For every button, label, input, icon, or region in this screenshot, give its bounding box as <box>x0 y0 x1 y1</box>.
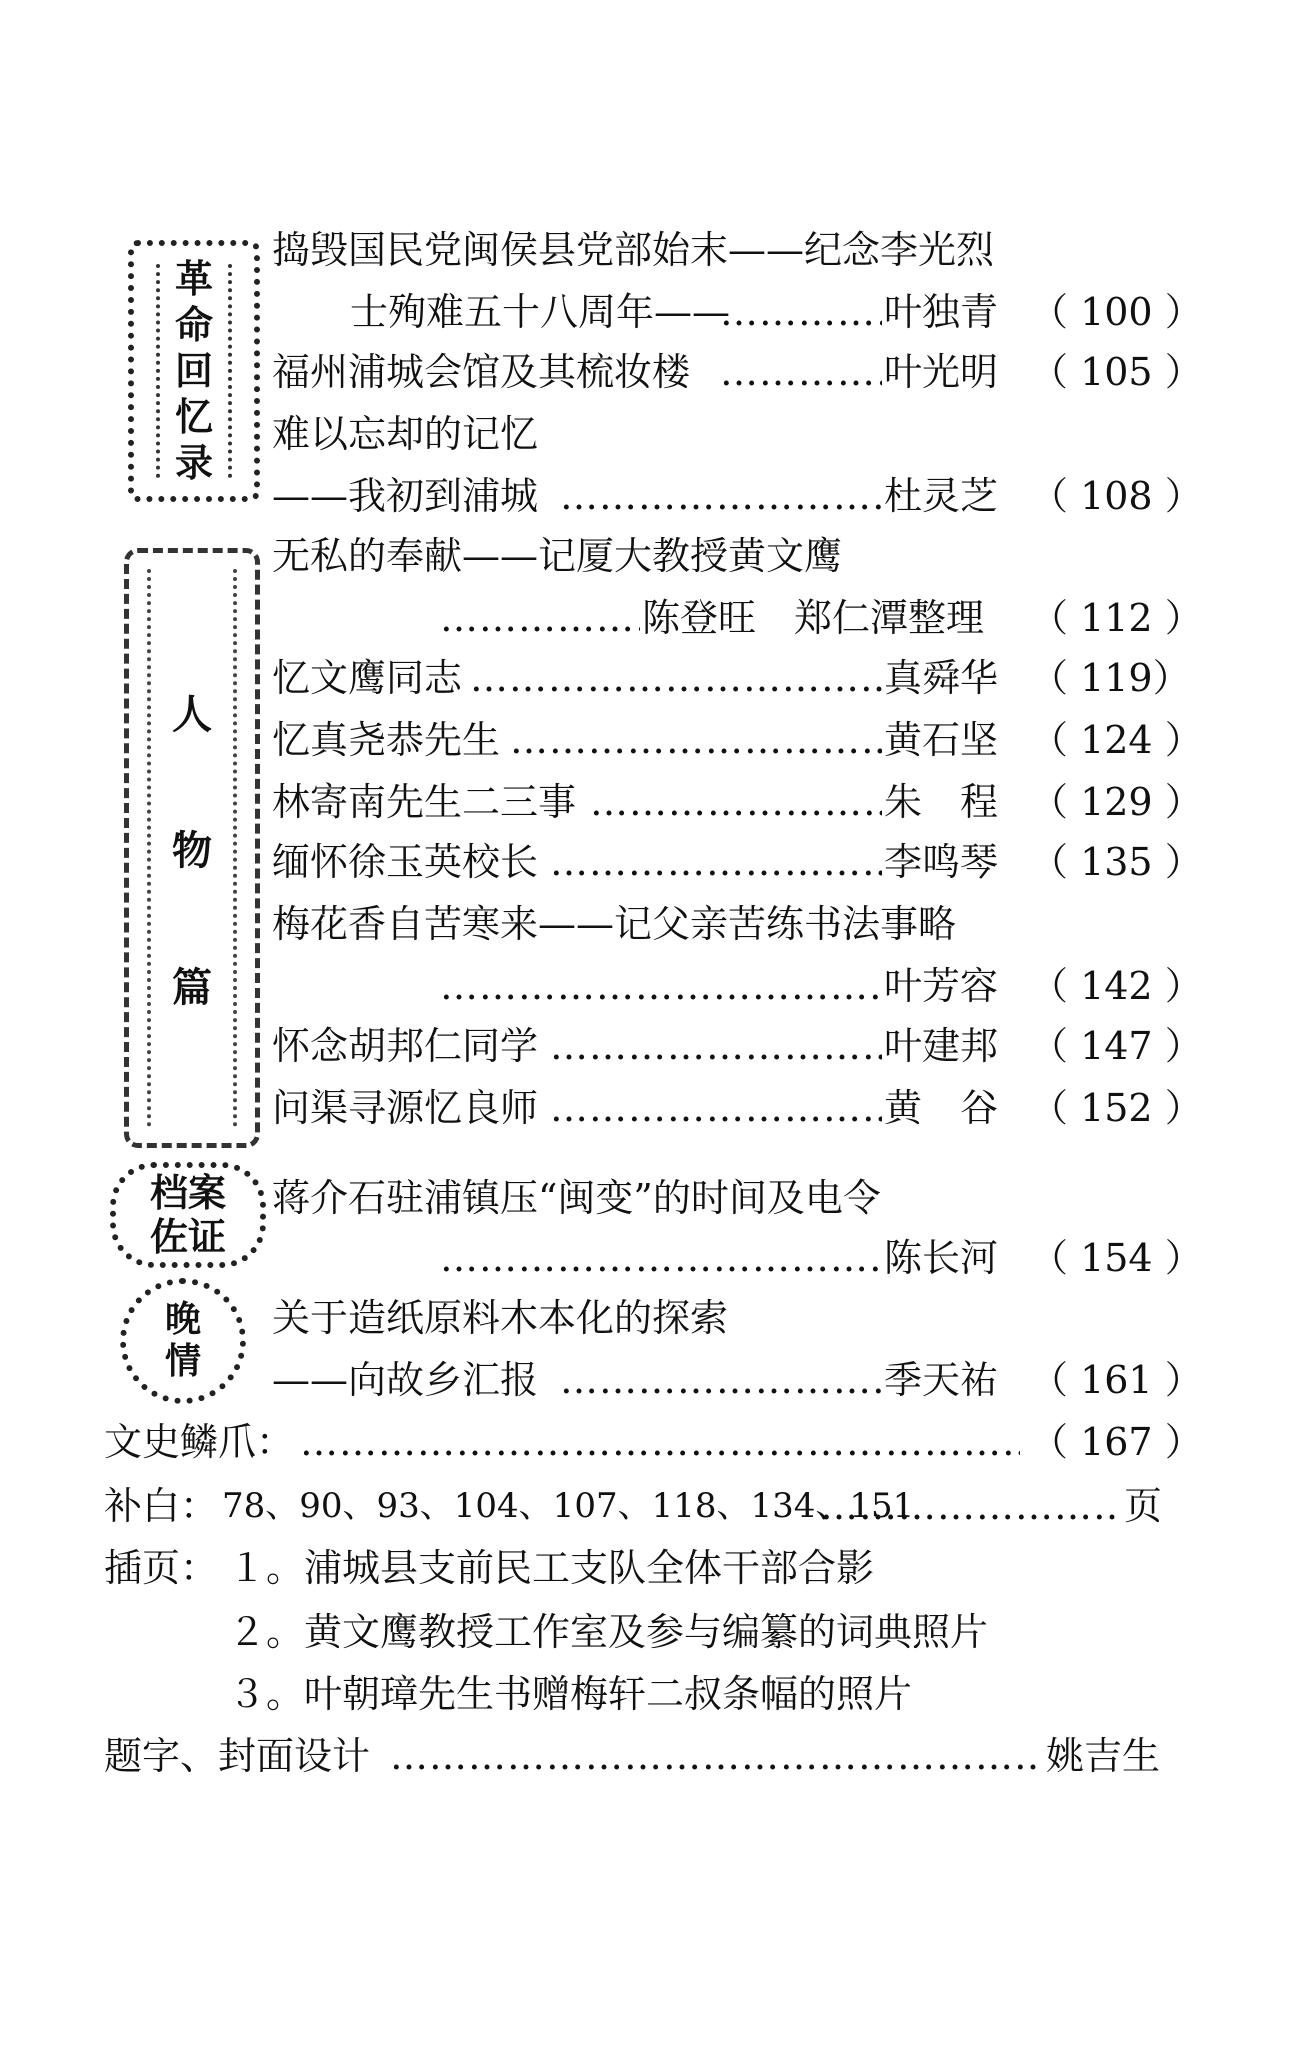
chaye-item: ２。黄文鹰教授工作室及参与编纂的词典照片 <box>228 1610 989 1654</box>
toc-entry-title: 梅花香自苦寒来——记父亲苦练书法事略 <box>272 902 957 946</box>
leader-dots <box>820 1484 1120 1528</box>
leader-dots <box>720 290 882 334</box>
toc-entry-title: 怀念胡邦仁同学 <box>272 1024 539 1068</box>
leader-dots <box>560 1358 882 1402</box>
toc-entry-author: 陈登旺 郑仁潭整理 <box>642 596 985 640</box>
toc-entry-title: 忆真尧恭先生 <box>272 718 501 762</box>
toc-entry-title: 问渠寻源忆良师 <box>272 1086 539 1130</box>
section-char: 人 <box>172 691 212 738</box>
leader-dots <box>390 1734 1040 1778</box>
toc-entry-author: 叶建邦 <box>884 1024 999 1068</box>
toc-entry-author: 季天祐 <box>884 1358 999 1402</box>
leader-dots <box>550 1086 882 1130</box>
toc-entry-author: 叶独青 <box>884 290 999 334</box>
toc-entry-author: 陈长河 <box>884 1236 999 1280</box>
section-badge-people <box>124 548 260 1148</box>
section-badge-revolution-memoirs <box>128 240 260 502</box>
section-char: 篇 <box>172 965 212 1012</box>
leader-dots <box>440 1236 882 1280</box>
toc-entry-page: （ 142 ） <box>1030 964 1203 1008</box>
toc-entry-title: 蒋介石驻浦镇压“闽变”的时间及电令 <box>272 1176 881 1220</box>
toc-entry-title: 忆文鹰同志 <box>272 656 463 700</box>
leader-dots <box>510 718 882 762</box>
design-label: 题字、封面设计 <box>104 1734 371 1778</box>
leader-dots <box>300 1420 1020 1464</box>
section-char: 佐证 <box>149 1215 226 1259</box>
chaye-item: ３。叶朝璋先生书赠梅轩二叔条幅的照片 <box>228 1672 913 1716</box>
leader-dots <box>550 840 882 884</box>
section-char: 档案 <box>149 1171 226 1215</box>
leader-dots <box>550 1024 882 1068</box>
toc-entry-page: （ 112 ） <box>1030 596 1203 640</box>
toc-entry-author: 叶光明 <box>884 350 999 394</box>
section-char: 革 <box>174 257 213 301</box>
section-char: 命 <box>174 303 213 347</box>
section-char: 情 <box>164 1341 201 1382</box>
toc-entry-page: （ 108 ） <box>1030 474 1203 518</box>
toc-entry-page: （ 147 ） <box>1030 1024 1203 1068</box>
section-char: 录 <box>174 441 213 485</box>
toc-entry-title: 缅怀徐玉英校长 <box>272 840 539 884</box>
toc-entry-title: 难以忘却的记忆 <box>272 412 539 456</box>
toc-entry-title: 关于造纸原料木本化的探索 <box>272 1296 729 1340</box>
toc-entry-author: 叶芳容 <box>884 964 999 1008</box>
toc-entry-author: 李鸣琴 <box>884 840 999 884</box>
toc-entry-page: （ 100 ） <box>1030 290 1203 334</box>
section-char: 忆 <box>174 395 213 439</box>
leader-dots <box>440 964 882 1008</box>
toc-entry-author: 杜灵芝 <box>884 474 999 518</box>
chaye-item: １。浦城县支前民工支队全体干部合影 <box>228 1546 875 1590</box>
toc-entry-author: 黄石坚 <box>884 718 999 762</box>
toc-entry-author: 黄 谷 <box>884 1086 999 1130</box>
toc-entry-author: 真舜华 <box>884 656 999 700</box>
toc-entry-page: （ 135 ） <box>1030 840 1203 884</box>
leader-dots <box>560 474 882 518</box>
toc-entry-page: （ 124 ） <box>1030 718 1203 762</box>
section-char: 晚 <box>164 1299 201 1340</box>
chaye-label: 插页： <box>104 1546 219 1590</box>
toc-entry-page: （ 161 ） <box>1030 1358 1203 1402</box>
toc-entry-title-continued: 士殉难五十八周年—— <box>350 290 731 334</box>
toc-entry-title: 林寄南先生二三事 <box>272 780 577 824</box>
toc-entry-title: 捣毁国民党闽侯县党部始末——纪念李光烈 <box>272 228 995 272</box>
toc-entry-page: （ 105 ） <box>1030 350 1203 394</box>
buba-pages: 78、90、93、104、107、118、134、151 <box>222 1486 915 1526</box>
design-author: 姚吉生 <box>1046 1734 1161 1778</box>
leader-dots <box>720 350 882 394</box>
section-badge-evening-sentiment <box>120 1278 246 1404</box>
toc-entry-title-continued: ——向故乡汇报 <box>272 1358 539 1402</box>
section-char: 物 <box>172 828 212 875</box>
buba-unit: 页 <box>1124 1484 1163 1528</box>
toc-entry-title-continued: ——我初到浦城 <box>272 474 539 518</box>
toc-entry-title: 福州浦城会馆及其梳妆楼 <box>272 350 691 394</box>
section-badge-archive-evidence <box>110 1162 266 1268</box>
wenshi-page: （ 167 ） <box>1030 1420 1203 1464</box>
wenshi-label: 文史鳞爪： <box>104 1420 295 1464</box>
toc-entry-page: （ 129 ） <box>1030 780 1203 824</box>
toc-entry-title: 无私的奉献——记厦大教授黄文鹰 <box>272 534 843 578</box>
toc-entry-page: （ 119） <box>1030 656 1191 700</box>
leader-dots <box>470 656 882 700</box>
section-char: 回 <box>174 349 213 393</box>
toc-entry-author: 朱 程 <box>884 780 999 824</box>
buba-label: 补白： <box>104 1484 219 1528</box>
leader-dots <box>440 596 640 640</box>
toc-entry-page: （ 152 ） <box>1030 1086 1203 1130</box>
leader-dots <box>590 780 882 824</box>
toc-entry-page: （ 154 ） <box>1030 1236 1203 1280</box>
